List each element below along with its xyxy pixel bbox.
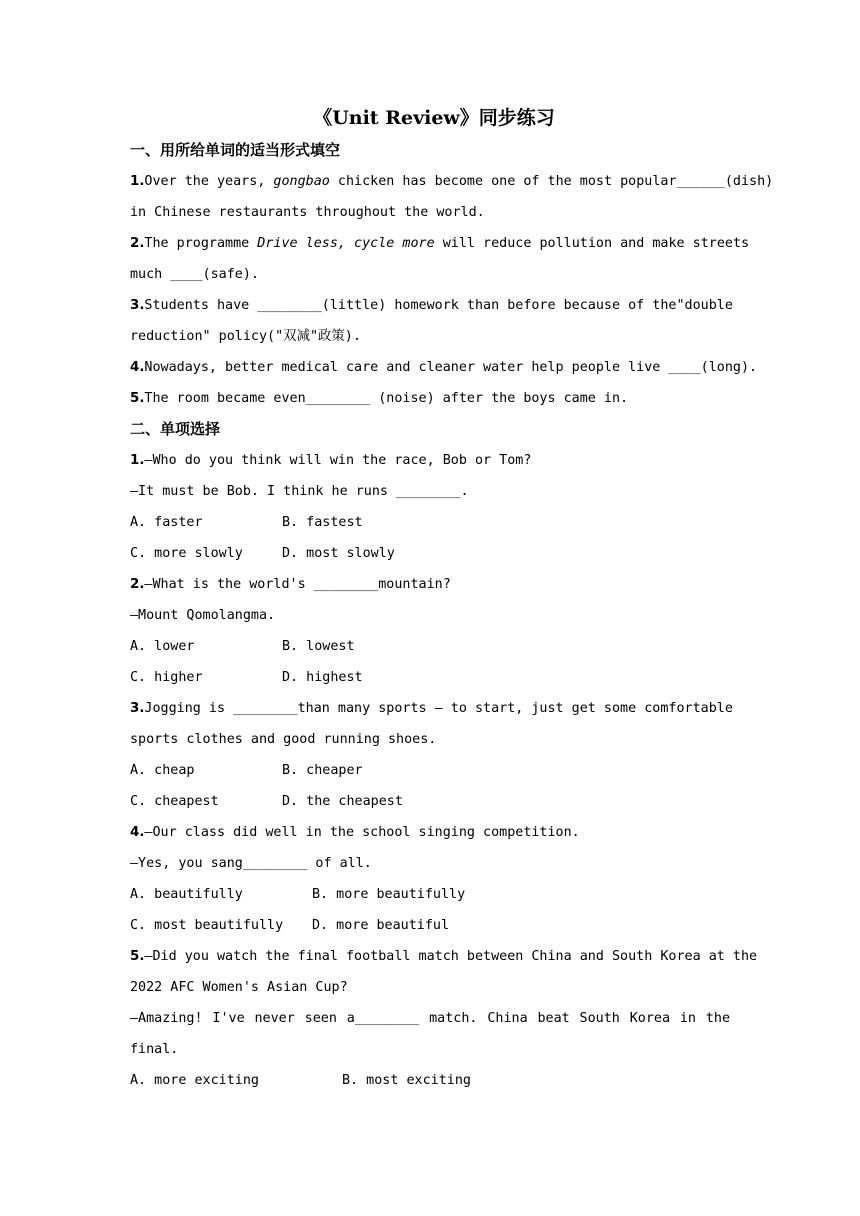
option-d: D. most slowly — [282, 546, 395, 561]
question-text: chicken has become one of the most popular______(dish) — [329, 174, 774, 189]
option-a: A. lower — [130, 639, 195, 654]
option-d: D. the cheapest — [282, 794, 403, 809]
worksheet-page — [130, 101, 774, 1096]
question-number: 1. — [130, 174, 145, 189]
option-a: A. cheap — [130, 763, 195, 778]
option-b: B. most exciting — [342, 1073, 471, 1088]
question-line: final. — [130, 1042, 179, 1057]
question-line: —Amazing! I've never seen a________ match. China beat South Korea in the — [130, 1011, 730, 1026]
question-text: Students have ________(little) homework than before because of the"double — [144, 298, 733, 313]
question-line — [130, 817, 730, 848]
option-a: A. beautifully — [130, 887, 243, 902]
question-text: The room became even________ (noise) after the boys came in. — [144, 391, 629, 406]
option-row — [130, 786, 730, 817]
option-b: B. fastest — [282, 515, 363, 530]
question-text: will reduce pollution and make streets — [434, 236, 750, 251]
option-a: A. more exciting — [130, 1073, 259, 1088]
question-line — [130, 569, 730, 600]
option-row — [130, 631, 730, 662]
question-text-italic: gongbao — [273, 174, 330, 189]
question-number: 1. — [130, 453, 145, 468]
question-line: 2022 AFC Women's Asian Cup? — [130, 980, 348, 995]
option-row — [130, 662, 730, 693]
question-number: 4. — [130, 825, 145, 840]
question-text: Nowadays, better medical care and cleaner water help people live ____(long). — [144, 360, 758, 375]
question-line: sports clothes and good running shoes. — [130, 732, 437, 747]
question-number: 4. — [130, 360, 145, 375]
section-heading-fill-in: 一、用所给单词的适当形式填空 — [130, 141, 341, 159]
question-line — [130, 228, 750, 259]
question-number: 2. — [130, 577, 145, 592]
option-c: C. higher — [130, 670, 203, 685]
page-title: 《Unit Review》同步练习 — [313, 107, 555, 129]
question-text: Jogging is ________than many sports — to start, just get some comfortable — [144, 701, 733, 716]
question-line: in Chinese restaurants throughout the world. — [130, 205, 485, 220]
option-c: C. cheapest — [130, 794, 219, 809]
question-line — [130, 445, 730, 476]
question-number: 3. — [130, 701, 145, 716]
question-line: reduction" policy("双减"政策). — [130, 329, 361, 344]
question-number: 5. — [130, 949, 145, 964]
question-line: much ____(safe). — [130, 267, 259, 282]
section-heading-multiple-choice: 二、单项选择 — [130, 420, 221, 438]
option-a: A. faster — [130, 515, 203, 530]
option-c: C. most beautifully — [130, 918, 284, 933]
question-text: —Our class did well in the school singing competition. — [144, 825, 580, 840]
question-text: —Did you watch the final football match between China and South Korea at the — [144, 949, 758, 964]
question-text: —Who do you think will win the race, Bob or Tom? — [144, 453, 532, 468]
question-text-italic: Drive less, cycle more — [257, 236, 435, 251]
option-row — [130, 910, 730, 941]
question-line — [130, 693, 733, 724]
question-number: 3. — [130, 298, 145, 313]
option-b: B. more beautifully — [312, 887, 466, 902]
question-number: 2. — [130, 236, 145, 251]
question-line — [130, 383, 730, 414]
question-line: —Yes, you sang________ of all. — [130, 856, 372, 871]
option-d: D. highest — [282, 670, 363, 685]
question-line: —It must be Bob. I think he runs ________. — [130, 484, 469, 499]
question-line — [130, 941, 758, 972]
option-d: D. more beautiful — [312, 918, 450, 933]
question-text: —What is the world's ________mountain? — [144, 577, 451, 592]
option-b: B. cheaper — [282, 763, 363, 778]
question-line — [130, 352, 758, 383]
option-row — [130, 879, 730, 910]
question-line: —Mount Qomolangma. — [130, 608, 276, 623]
option-row — [130, 538, 730, 569]
option-row — [130, 755, 730, 786]
question-number: 5. — [130, 391, 145, 406]
question-text: Over the years, — [144, 174, 274, 189]
question-text: The programme — [144, 236, 258, 251]
option-row — [130, 507, 730, 538]
option-b: B. lowest — [282, 639, 355, 654]
question-line — [130, 166, 774, 197]
option-row — [130, 1065, 730, 1096]
option-c: C. more slowly — [130, 546, 243, 561]
question-line — [130, 290, 733, 321]
